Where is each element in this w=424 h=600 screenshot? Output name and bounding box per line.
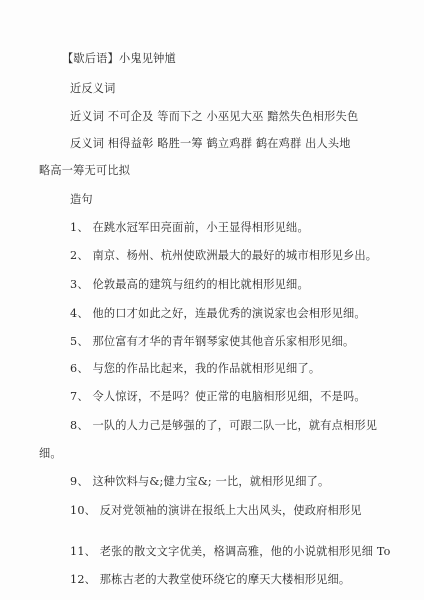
sentence-item: 11、 老张的散文文字优美，格调高雅，他的小说就相形见细 To: [70, 545, 391, 558]
sentence-item: 12、 那栋古老的大教堂使环绕它的摩天大楼相形见细。: [70, 573, 351, 586]
antonyms-line: 反义词 相得益彰 略胜一筹 鹤立鸡群 鹤在鸡群 出人头地: [70, 137, 351, 150]
sentence-item: 6、 与您的作品比起来，我的作品就相形见细了。: [70, 362, 321, 375]
sentences-section-heading: 造句: [70, 193, 93, 206]
antonyms-section-heading: 近反义词: [70, 82, 116, 95]
synonyms-line: 近义词 不可企及 等而下之 小巫见大巫 黯然失色相形失色: [70, 110, 359, 123]
sentence-item: 10、 反对党领袖的演讲在报纸上大出风头，使政府相形见: [70, 504, 362, 517]
sentence-item: 8、 一队的人力己是够强的了，可跟二队一比，就有点相形见: [70, 419, 378, 432]
sentence-item-continuation: 细。: [39, 447, 62, 460]
sentence-item: 2、 南京、杨州、杭州使欧洲最大的最好的城市相形见乡出。: [70, 249, 378, 262]
sentence-item: 3、 伦敦最高的建筑与纽约的相比就相形见细。: [70, 278, 309, 291]
antonyms-line-continuation: 略高一筹无可比拟: [39, 164, 131, 177]
sentence-item: 5、 那位富有才华的青年钢琴家使其他音乐家相形见细。: [70, 335, 355, 348]
sentence-item: 4、 他的口才如此之好，连最优秀的演说家也会相形见细。: [70, 307, 366, 320]
sentence-item: 1、 在跳水冠军田亮面前，小王显得相形见绌。: [70, 221, 309, 234]
document-title: 【歇后语】小鬼见钟馗: [62, 52, 176, 65]
sentence-item: 7、 令人惊讶，不是吗？使正常的电脑相形见细，不是吗。: [70, 390, 366, 403]
sentence-item: 9、 这种饮料与&;健力宝&; 一比，就相形见细了。: [70, 475, 330, 488]
